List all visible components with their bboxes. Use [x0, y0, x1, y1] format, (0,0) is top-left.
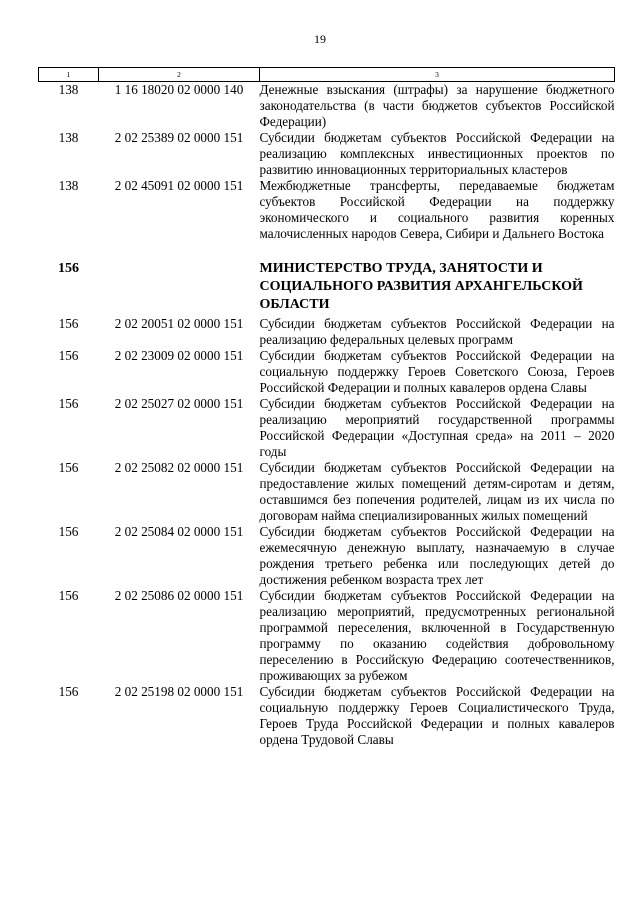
budget-code-cell: 2 02 25082 02 0000 151 — [114, 460, 244, 475]
administrator-code-cell: 138 — [58, 178, 79, 193]
budget-code-cell: 2 02 25027 02 0000 151 — [114, 396, 244, 411]
income-name-cell: Субсидии бюджетам субъектов Российской Федерации на социальную поддержку Героев Советского Союза, Героев Российской Федерации и полных кавалеров ордена Славы — [259, 348, 615, 395]
table-row — [39, 348, 615, 396]
income-name-cell: Субсидии бюджетам субъектов Российской Федерации на социальную поддержку Героев Социалистического Труда, Героев Труда Российской Федерации и полных кавалеров ордена Трудовой Славы — [259, 684, 615, 747]
table-row — [39, 130, 615, 178]
administrator-code-cell: 156 — [58, 396, 79, 411]
income-name-cell: Межбюджетные трансферты, передаваемые бюджетам субъектов Российской Федерации на поддержку экономического и социального развития коренных малочисленных народов Севера, Сибири и Дальнего Востока — [259, 178, 615, 241]
budget-code-cell: 2 02 23009 02 0000 151 — [114, 348, 244, 363]
administrator-code-cell: 156 — [58, 316, 79, 331]
column-number-3: 3 — [260, 68, 615, 82]
administrator-code-cell: 156 — [58, 348, 79, 363]
table-row — [39, 316, 615, 348]
budget-code-cell: 2 02 25389 02 0000 151 — [114, 130, 244, 145]
table-row — [39, 460, 615, 524]
income-name-cell: Субсидии бюджетам субъектов Российской Федерации на реализацию комплексных инвестиционных проектов по развитию инновационных территориальных кластеров — [259, 130, 615, 177]
administrator-code-cell: 156 — [58, 261, 79, 276]
page-number: 19 — [314, 32, 326, 46]
table-row — [39, 684, 615, 748]
income-name-cell: Субсидии бюджетам субъектов Российской Федерации на реализацию мероприятий, предусмотренных региональной программой переселения, включенной в Государственную программу по оказанию содействия добровольному переселению в Российскую Федерацию соотечественников, проживающих за рубежом — [259, 588, 615, 683]
income-name-cell: Субсидии бюджетам субъектов Российской Федерации на реализацию мероприятий государственной программы Российской Федерации «Доступная среда» на 2011 – 2020 годы — [259, 396, 615, 459]
ministry-heading-row — [39, 242, 615, 316]
administrator-code-cell: 138 — [58, 82, 79, 97]
income-name-cell: МИНИСТЕРСТВО ТРУДА, ЗАНЯТОСТИ И СОЦИАЛЬНОГО РАЗВИТИЯ АРХАНГЕЛЬСКОЙ ОБЛАСТИ — [259, 261, 583, 312]
table-row — [39, 396, 615, 460]
budget-code-cell: 2 02 25198 02 0000 151 — [114, 684, 244, 699]
budget-code-cell — [99, 242, 260, 316]
table-header-row — [39, 68, 615, 82]
table-row — [39, 524, 615, 588]
income-name-cell: Денежные взыскания (штрафы) за нарушение бюджетного законодательства (в части бюджетов субъектов Российской Федерации) — [259, 82, 615, 129]
table-body — [39, 82, 615, 749]
table-row — [39, 588, 615, 684]
income-name-cell: Субсидии бюджетам субъектов Российской Федерации на ежемесячную денежную выплату, назначаемую в случае рождения третьего ребенка или последующих детей до достижения ребенком возраста трех лет — [259, 524, 615, 587]
administrator-code-cell: 156 — [58, 684, 79, 699]
budget-classification-table — [38, 67, 615, 748]
budget-code-cell: 2 02 45091 02 0000 151 — [114, 178, 244, 193]
administrator-code-cell: 138 — [58, 130, 79, 145]
income-name-cell: Субсидии бюджетам субъектов Российской Федерации на предоставление жилых помещений детям-сиротам и детям, оставшимся без попечения родителей, лицам из их числа по договорам найма специализированных жилых помещений — [259, 460, 615, 523]
table-row — [39, 82, 615, 131]
administrator-code-cell: 156 — [58, 588, 79, 603]
budget-code-cell: 2 02 20051 02 0000 151 — [114, 316, 244, 331]
administrator-code-cell: 156 — [58, 460, 79, 475]
column-number-2: 2 — [99, 68, 260, 82]
administrator-code-cell: 156 — [58, 524, 79, 539]
budget-code-cell: 1 16 18020 02 0000 140 — [114, 82, 244, 97]
table-row — [39, 178, 615, 242]
column-number-1: 1 — [39, 68, 99, 82]
budget-code-cell: 2 02 25086 02 0000 151 — [114, 588, 244, 603]
income-name-cell: Субсидии бюджетам субъектов Российской Федерации на реализацию федеральных целевых программ — [259, 316, 615, 347]
budget-code-cell: 2 02 25084 02 0000 151 — [114, 524, 244, 539]
